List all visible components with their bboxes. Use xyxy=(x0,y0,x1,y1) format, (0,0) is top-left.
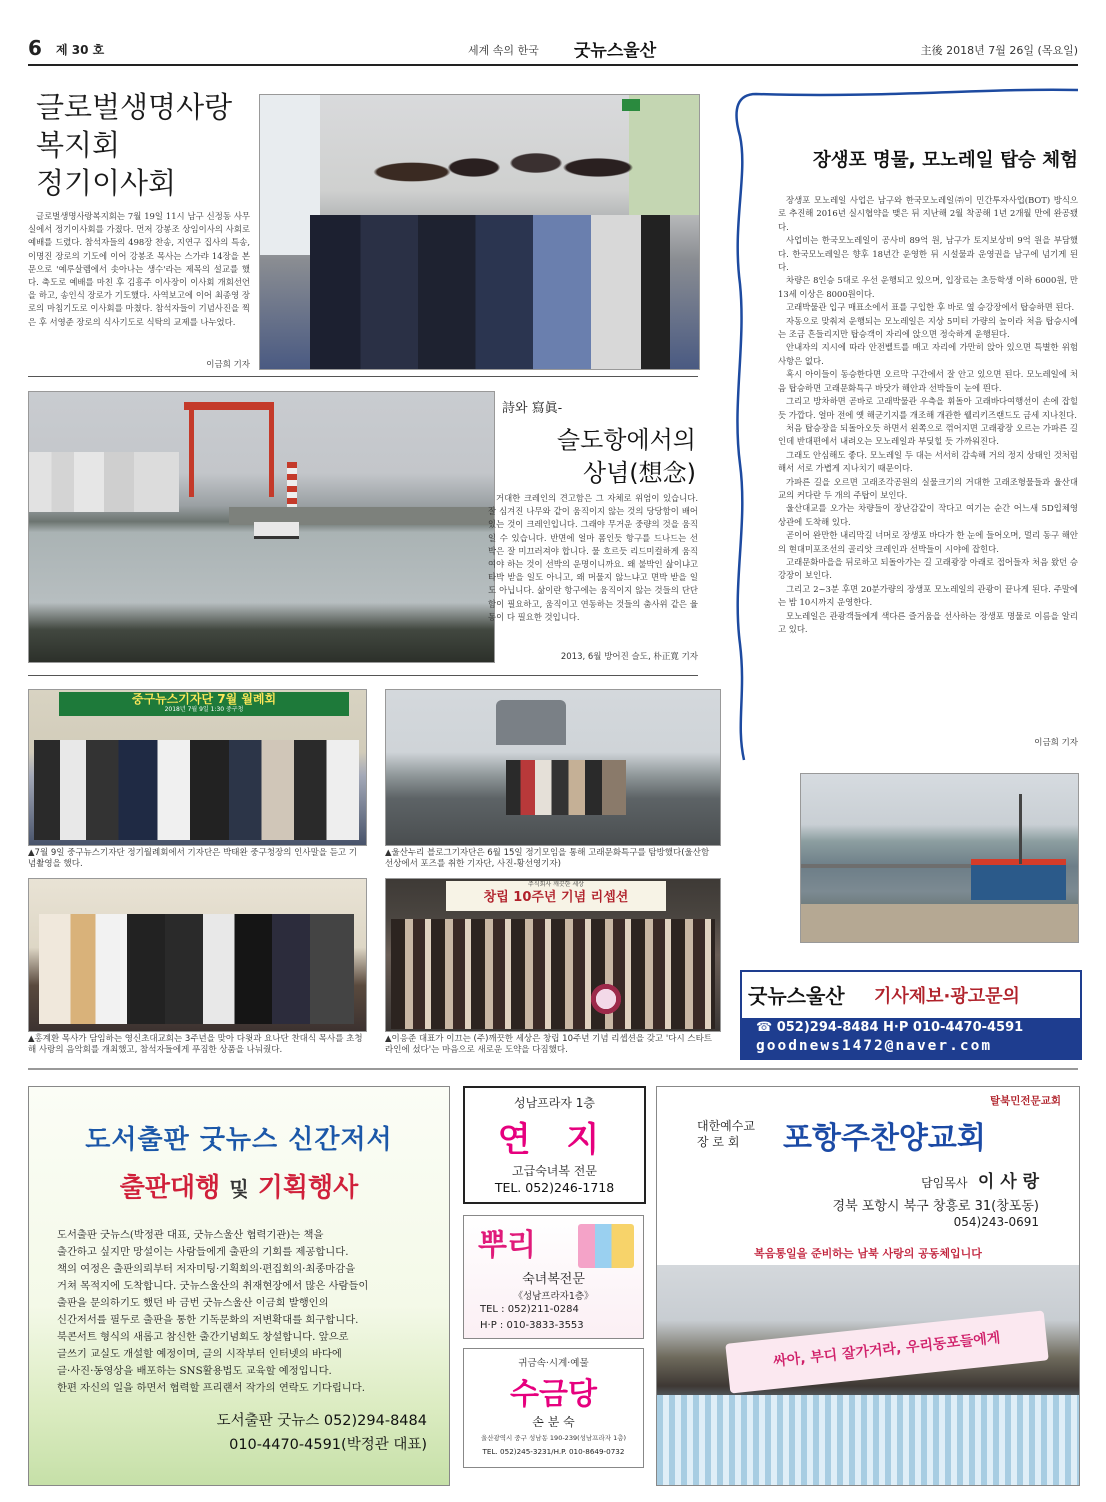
church-ad xyxy=(656,1086,1080,1486)
church-bottles xyxy=(657,1395,1079,1485)
flower-arrangement xyxy=(586,984,626,1014)
book-ad-contact1: 도서출판 굿뉴스 052)294-8484 xyxy=(216,1413,427,1429)
red-white-tower xyxy=(287,462,297,512)
caption-1: ▲7월 9일 중구뉴스기자단 정기월례회에서 기자단은 박태완 중구청장의 인사말을 듣고 기념촬영을 했다. xyxy=(28,848,358,869)
book-ad-headline2a: 출판대행 xyxy=(119,1173,221,1203)
article3-p15: 그리고 2~3분 후면 20분가량의 장생포 모노레일의 관광이 끝나게 된다. 주말에는 밤 10시까지 운영한다. xyxy=(778,583,1078,608)
contact-ad-title: 기사제보·광고문의 xyxy=(874,986,1020,1007)
article3-p2: 사업비는 한국모노레일이 공사비 89억 원, 남구가 토지보상비 9억 원을 부담했다. 한국모노레일은 향후 18년간 운영한 뒤 시설물과 운영권을 남구에 넘기게 된다. xyxy=(778,235,1078,273)
article2-byline: 2013, 6월 방어진 슬도, 朴正寬 기자 xyxy=(560,652,698,662)
group-people-front xyxy=(310,215,670,369)
article3-title: 장생포 명물, 모노레일 탑승 체험 xyxy=(812,150,1078,171)
yeonji-top: 성남프라자 1층 xyxy=(513,1096,595,1110)
ppuri-hp: H·P : 010-3833-3553 xyxy=(480,1320,584,1331)
book-ad-headline1: 도서출판 굿뉴스 신간저서 xyxy=(85,1125,393,1155)
press-group xyxy=(34,740,359,840)
issue-number: 제 30 호 xyxy=(56,43,105,57)
anniversary-banner-text: 창립 10주년 기념 리셉션 xyxy=(483,890,629,905)
press-corps-photo xyxy=(28,689,367,846)
sugeum-addr: 울산광역시 중구 성남동 190-239(성남프라자 1층) xyxy=(480,1434,627,1442)
anniversary-top: 주식회사 깨끗한 세상 xyxy=(528,881,584,888)
page-header xyxy=(28,36,1078,62)
article3-byline: 이금희 기자 xyxy=(1034,738,1078,748)
monorail-track xyxy=(801,864,971,868)
ppuri-ad xyxy=(463,1215,644,1339)
article3-p11: 가파른 길을 오르면 고래조각공원의 실물크기의 거대한 고래조형물들과 울산대교의 커다란 두 개의 주탑이 보인다. xyxy=(778,476,1078,500)
church-banner-text: 싸아, 부디 잘가거라, 우리동포들에게 xyxy=(772,1330,1002,1370)
deck-group xyxy=(506,760,626,815)
article2-title2: 상념(想念) xyxy=(582,459,696,487)
warship-gun xyxy=(496,700,566,745)
board-meeting-photo xyxy=(259,94,700,370)
header-tagline: 세계 속의 한국 xyxy=(468,44,539,57)
article1-title-line2: 복지회 xyxy=(36,128,121,162)
article2-body xyxy=(488,492,698,624)
caption-3: ▲홍계환 목사가 담임하는 영신초대교회는 3주년을 맞아 다윗과 요나단 찬대식 목사를 초청해 사랑의 음악회를 개최했고, 참석자들에게 푸짐한 상품을 나눠줬다. xyxy=(28,1034,363,1055)
article3-p7: 혹시 아이들이 동승한다면 오르막 구간에서 잘 안고 있으면 된다. 모노레일에 처음 탑승하면 고래문화특구 바닷가 해안과 선박들이 눈에 띈다. xyxy=(778,369,1078,393)
article3-p3: 차량은 8인승 5대로 우선 운행되고 있으며, 입장료는 초등학생 이하 6000원, 만 13세 이상은 8000원이다. xyxy=(778,275,1078,299)
article3-p14: 고래문화마을을 뒤로하고 되돌아가는 길 고래광장 아래로 접어들자 처음 왔던 승강장이 보인다. xyxy=(778,556,1078,581)
article1-body-text: 글로벌생명사랑복지회는 7월 19일 11시 남구 신정동 사무실에서 정기이사회를 가졌다. 먼저 강봉조 상임이사의 사회로 예배를 드렸다. 참석자들의 498장 찬송, 지연구 집사의 특송, 이명진 장로의 기도에 이어 강봉조 목사는 스가랴 14장을 본문으로 '예루살렘에서 솟아나는 생수'라는 제목의 설교를 했다. 축도로 예배를 마친 후 김흥주 이사장이 이사회 개회선언을 하고, 송인식 장로가 기도했다. 사역보고에 이어 최종영 장로의 마침기도로 이사회를 마쳤다. 참석자들이 기념사진을 찍은 후 서영준 장로의 식사기도로 식탁의 교제를 나누었다. xyxy=(28,211,250,327)
church-tel: 054)243-0691 xyxy=(953,1215,1039,1229)
anniversary-banner xyxy=(446,881,666,911)
header-date: 主後 2018년 7월 26일 (목요일) xyxy=(920,44,1078,57)
church-top-right: 탈북민전문교회 xyxy=(989,1095,1061,1107)
church-addr: 경북 포항시 북구 창흥로 31(창포동) xyxy=(832,1199,1039,1214)
church-pastor-line xyxy=(921,1167,1039,1192)
book-ad-line: 신간저서를 필두로 출판을 통한 기독문화의 저변확대를 희구합니다. xyxy=(57,1314,359,1326)
article1-byline: 이금희 기자 xyxy=(206,360,250,370)
church-denom2: 장 로 회 xyxy=(697,1135,740,1149)
meeting-banner xyxy=(59,692,349,716)
book-ad-contact2: 010-4470-4591(박정관 대표) xyxy=(229,1437,427,1453)
sugeum-top: 귀금속·시계·예물 xyxy=(518,1358,589,1369)
contact-ad xyxy=(740,970,1082,1060)
article3-p8: 그리고 방차하면 곧바로 고래박물관 우측을 휘돌아 고래바다여행선이 손에 잡힐 듯 가깝다. 얼마 전에 옛 해군기지를 개조해 개관한 웰리키즈랜드도 금세 지나친다. xyxy=(778,396,1078,420)
church-concert-photo xyxy=(28,878,367,1032)
ppuri-tel: TEL : 052)211-0284 xyxy=(480,1304,579,1315)
contact-ad-logo: 굿뉴스울산 xyxy=(748,984,845,1008)
boat xyxy=(254,522,299,539)
church-pastor-label: 담임목사 xyxy=(921,1176,968,1190)
page-number: 6 xyxy=(28,36,42,60)
crane-structure xyxy=(189,402,274,497)
yeonji-name: 연 지 xyxy=(497,1120,612,1160)
book-ad-line: 북콘서트 형식의 새롭고 참신한 출간기념회도 창설합니다. 앞으로 xyxy=(57,1331,349,1343)
article2-title1: 슬도항에서의 xyxy=(556,426,696,454)
article3-p1: 장생포 모노레일 사업은 남구와 한국모노레일㈜이 민간투자사업(BOT) 방식으로 추진해 2016년 실시협약을 맺은 뒤 지난해 2월 착공해 1년 2개월 만에 완공됐다. xyxy=(778,195,1078,232)
ship-mast xyxy=(1019,794,1022,864)
article1-title-line1: 글로벌생명사랑 xyxy=(36,90,233,124)
article2-body-text: 거대한 크레인의 견고함은 그 자체로 위엄이 있습니다. 잘 심겨진 나무와 같이 움직이지 않는 것의 당당함이 배어있는 것이 크레인입니다. 그래야 무거운 중량의 것을 움직일 수 있습니다. 반면에 얼마 폼인듯 항구를 드나드는 선박은 잘 미끄러져야 합니다. 물 흐르듯 리드미컬하게 움직여야 하는 것이 선박의 운명이니까요. 왜 불박인 삶이냐고 타박 받을 일도 아니고, 왜 머물지 않느냐고 면박 받을 일도 아닙니다. 삶이란 항구에는 움직이지 않는 것들의 단단함이 필요하고, 움직이고 연동하는 것들의 춤사위 같은 율동이 다 필요한 것입니다. xyxy=(488,493,698,622)
rule-1 xyxy=(28,376,698,377)
ppuri-shopping-bags xyxy=(578,1224,634,1268)
ship-hull xyxy=(971,859,1066,900)
book-ad-line: 한편 자신의 일을 하면서 협력할 프리랜서 작가의 연락도 기다립니다. xyxy=(57,1382,365,1394)
article3-p16: 모노레일은 관광객들에게 색다른 즐거움을 선사하는 장생포 명물로 이름을 알리고 있다. xyxy=(778,610,1078,634)
warship-deck-photo xyxy=(385,689,721,846)
article3-p5: 자동으로 맞춰져 운행되는 모노레일은 지상 5미터 가량의 높이라 처음 탑승시에는 조금 흔들리지만 탑승객이 자리에 앉으면 정숙하게 운행된다. xyxy=(778,315,1078,340)
yeonji-tel: TEL. 052)246-1718 xyxy=(494,1180,615,1195)
monorail-harbor-photo xyxy=(800,773,1079,943)
article3-p12: 울산대교를 오가는 차량들이 장난감같이 작다고 여기는 순간 어느새 5D입체영상관에 도착해 있다. xyxy=(778,503,1078,527)
article1-body xyxy=(28,210,250,329)
book-ad-body xyxy=(57,1227,432,1397)
caption-4: ▲이응준 대표가 이끄는 (주)깨끗한 세상은 창립 10주년 기념 리셉션을 갖고 '다시 스타트라인에 섰다'는 마음으로 새로운 도약을 다짐했다. xyxy=(385,1034,713,1055)
buildings xyxy=(29,452,179,512)
rule-2 xyxy=(28,675,698,676)
yeonji-ad xyxy=(463,1086,646,1204)
concert-group xyxy=(39,914,354,1024)
caption-2: ▲울산누리 블로그기자단은 6월 15일 정기모임을 통해 고래문화특구를 탐방했다(울산함 선상에서 포즈를 취한 기자단, 사진-황선영기자) xyxy=(385,848,710,869)
anniversary-crowd xyxy=(391,919,715,1029)
article3-p10: 그래도 안심해도 좋다. 모노레일 두 대는 서서히 감속해 거의 정지 상태인 것처럼 해서 서로 가볍게 지나치기 때문이다. xyxy=(778,449,1078,474)
header-rule xyxy=(28,64,1078,66)
book-ad-headline2c: 기획행사 xyxy=(257,1173,359,1203)
sugeum-name: 수금당 xyxy=(510,1377,597,1412)
book-ad-line: 도서출판 굿뉴스(박정관 대표, 굿뉴스울산 협력기관)는 책을 xyxy=(57,1229,324,1241)
church-banner xyxy=(725,1310,1048,1393)
article1-title-line3: 정기이사회 xyxy=(36,166,177,200)
article3-p6: 안내자의 지시에 따라 안전벨트를 매고 자리에 가만히 앉아 있으면 특별한 위험사항은 없다. xyxy=(778,342,1078,366)
anniversary-photo xyxy=(385,878,721,1032)
contact-ad-bar xyxy=(742,1018,1080,1058)
rule-bottom xyxy=(28,1068,1078,1070)
church-pastor: 이 사 랑 xyxy=(977,1172,1039,1192)
meeting-banner-title: 중구뉴스기자단 7월 월례회 xyxy=(131,692,277,706)
exit-sign xyxy=(622,99,640,111)
book-ad-line: 글쓰기 교실도 개설할 예정이며, 글의 시작부터 인터넷의 바다에 xyxy=(57,1348,342,1360)
article3-body xyxy=(778,194,1078,636)
book-ad-headline2 xyxy=(29,1167,449,1204)
sugeum-owner: 손 분 숙 xyxy=(532,1415,575,1429)
church-photo xyxy=(657,1265,1079,1485)
book-ad xyxy=(28,1086,450,1486)
book-ad-line: 출간하고 싶지만 망설이는 사람들에게 출판의 기회를 제공합니다. xyxy=(57,1246,349,1258)
sugeum-tel: TEL. 052)245-3231/H.P. 010-8649-0732 xyxy=(482,1447,625,1456)
seuldo-harbor-photo xyxy=(28,391,495,663)
article2-series: 詩와 寫眞- xyxy=(502,401,563,416)
book-ad-headline2b: 및 xyxy=(229,1177,249,1201)
book-ad-line: 출판을 문의하기도 했던 바 금번 굿뉴스울산 이금희 발행인의 xyxy=(57,1297,329,1309)
ppuri-name: 뿌리 xyxy=(478,1228,536,1263)
sugeum-ad xyxy=(463,1348,644,1468)
ppuri-loc: 《성남프라자1층》 xyxy=(513,1291,594,1302)
book-ad-line: 책의 여정은 출판의뢰부터 저자미팅·기획회의·편집회의·최종마감을 xyxy=(57,1263,356,1275)
crane-beam xyxy=(184,402,274,410)
article3-p13: 곧이어 완만한 내리막길 너머로 장생포 바다가 한 눈에 들어오며, 멀리 동구 해안의 현대미포조선의 골리앗 크레인과 선박들이 시야에 잡힌다. xyxy=(778,530,1078,554)
ground xyxy=(801,904,1078,942)
article1-title xyxy=(36,88,256,202)
header-logo: 굿뉴스울산 xyxy=(574,41,657,61)
book-ad-line: 거쳐 목적지에 도착합니다. 굿뉴스울산의 취재현장에서 많은 사람들이 xyxy=(57,1280,369,1292)
meeting-banner-sub: 2018년 7월 9일 1:30 중구청 xyxy=(164,706,244,713)
church-name: 포항주찬양교회 xyxy=(783,1121,986,1156)
church-denom1: 대한예수교 xyxy=(697,1119,755,1133)
contact-ad-phone: ☎ 052)294-8484 H·P 010-4470-4591 xyxy=(756,1020,1024,1035)
article3-p9: 처음 탑승장을 되돌아오듯 하면서 왼쪽으로 꺾어지면 고래광장 오르는 가파른 길인데 반대편에서 내려오는 모노레일과 부딪힐 듯 가까워진다. xyxy=(778,422,1078,447)
yeonji-sub: 고급숙녀복 전문 xyxy=(512,1164,597,1178)
book-ad-line: 글·사진·동영상을 배포하는 SNS활용법도 교육할 예정입니다. xyxy=(57,1365,332,1377)
ppuri-sub: 숙녀복전문 xyxy=(522,1272,585,1287)
contact-ad-email: goodnews1472@naver.com xyxy=(756,1038,993,1054)
article3-p4: 고래박물관 입구 매표소에서 표를 구입한 후 바로 옆 승강장에서 탑승하면 된다. xyxy=(786,302,1075,313)
church-slogan: 복음통일을 준비하는 남북 사랑의 공동체입니다 xyxy=(754,1247,982,1260)
